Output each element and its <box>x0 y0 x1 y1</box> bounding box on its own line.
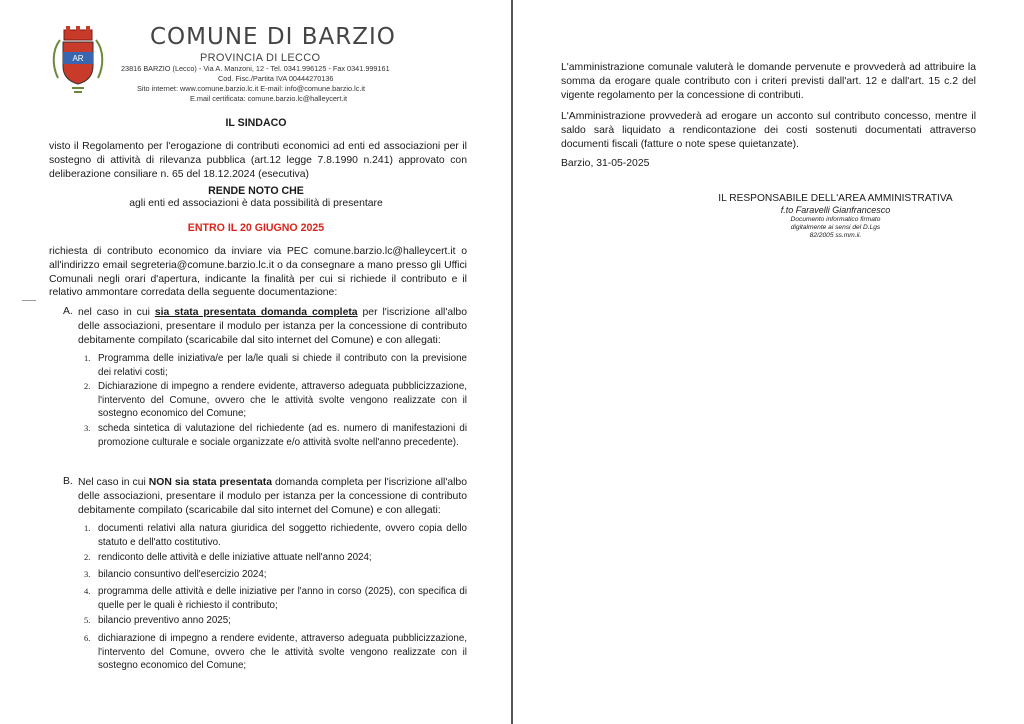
province-line: PROVINCIA DI LECCO <box>200 52 321 64</box>
a-item-number: 1. <box>84 353 91 363</box>
website-line: Sito internet: www.comune.barzio.lc.it E-mail: info@comune.barzio.lc.it <box>137 84 366 93</box>
b-item-text: rendiconto delle attività e delle iniziative attuate nell'anno 2024; <box>98 552 372 563</box>
b-item-number: 1. <box>84 523 91 533</box>
evaluation-paragraph: L'amministrazione comunale valuterà le domande pervenute e provvederà ad attribuire la somma da erogare quale contributo con i criteri previsti dall'art. 12 e dall'art. 15 c.2 del vigente regolamento per la concessione di contributi. <box>561 62 976 101</box>
mayor-heading: IL SINDACO <box>225 117 287 129</box>
announcement-subline: agli enti ed associazioni è data possibilità di presentare <box>129 198 383 209</box>
b-item-number: 6. <box>84 633 91 643</box>
b-item-number: 3. <box>84 569 91 579</box>
digital-signature-note: Documento informatico firmato <box>790 216 881 223</box>
tax-line: Cod. Fisc./Partita IVA 00444270136 <box>218 74 334 83</box>
intro-paragraph: visto il Regolamento per l'erogazione di contributi economici ad enti ed associazioni per il sostegno di attività di rilevanza pubblica (art.12 legge 7.8.1990 n.241) approvato con deliberazione consiliare n. 65 del 18.12.2024 (esecutiva) <box>49 141 467 180</box>
b-item-text: bilancio preventivo anno 2025; <box>98 615 231 626</box>
b-item-number: 5. <box>84 615 91 625</box>
svg-text:AR: AR <box>72 54 84 63</box>
a-item-text: Programma delle iniziativa/e per la/le quali si chiede il contributo con la previsione dei relativi costi; <box>98 353 467 378</box>
b-item-text: programma delle attività e delle iniziative per l'anno in corso (2025), con specifica di quelle per le quali è richiesto il contributo; <box>98 586 467 611</box>
right-page <box>513 0 1024 724</box>
section-a-emphasis: sia stata presentata domanda completa <box>154 307 358 318</box>
digital-signature-note: digitalmente ai sensi del D.Lgs <box>790 224 881 231</box>
section-b-paragraph: Nel caso in cui NON sia stata presentata domanda completa per l'iscrizione all'albo delle associazioni, presentare il modulo per istanza per la concessione di contributo debitamente compilato (scaricabile dal sito internet del Comune) e con allegati: <box>78 477 467 516</box>
a-item-text: Dichiarazione di impegno a rendere evidente, attraverso adeguata pubblicizzazione, l'intervento del Comune, ovvero che le attività svolte vengono realizzate con il sostegno economico del Comune; <box>98 381 467 420</box>
request-paragraph: richiesta di contributo economico da inviare via PEC comune.barzio.lc@halleycert.it o all'indirizzo email segreteria@comune.barzio.lc.it o da consegnare a mano presso gli Uffici Comunali negli orari d'apertura, indicante la finalità per cui si richiede il contributo e il relativo ammontare corredata della seguente documentazione: <box>49 246 467 299</box>
b-item-text: dichiarazione di impegno a rendere evidente, attraverso adeguata pubblicizzazione, l'intervento del Comune, ovvero che le attività svolte vengono realizzate con il sostegno economico del Comune; <box>98 633 467 672</box>
scan-mark <box>22 300 36 301</box>
municipality-title: COMUNE DI BARZIO <box>150 24 396 50</box>
signature-title: IL RESPONSABILE DELL'AREA AMMINISTRATIVA <box>718 193 953 204</box>
signature-name: f.to Faravelli Gianfrancesco <box>780 205 891 215</box>
pec-line: E.mail certificata: comune.barzio.lc@halleycert.it <box>190 94 348 103</box>
b-item-number: 4. <box>84 586 91 596</box>
digital-signature-note: 82/2005 ss.mm.ii. <box>809 232 862 239</box>
payment-paragraph: L'Amministrazione provvederà ad erogare un acconto sul contributo concesso, mentre il saldo sarà liquidato a rendicontazione dei costi sostenuti documentati attraverso documenti fiscali (fatture o note spese quietanzate). <box>561 111 976 150</box>
section-b-letter: B. <box>63 476 73 487</box>
b-item-text: documenti relativi alla natura giuridica del soggetto richiedente, ovvero copia dello statuto e dell'atto costitutivo. <box>98 523 467 548</box>
municipal-crest-icon <box>52 26 104 96</box>
deadline: ENTRO IL 20 GIUGNO 2025 <box>187 222 325 234</box>
section-b-emphasis: NON sia stata presentata <box>148 477 273 488</box>
section-a-paragraph: nel caso in cui sia stata presentata domanda completa per l'iscrizione all'albo delle associazioni, presentare il modulo per istanza per la concessione di contributo debitamente compilato (scaricabile dal sito internet del Comune) e con allegati: <box>78 307 467 346</box>
date-line: Barzio, 31-05-2025 <box>561 158 650 169</box>
announcement-heading: RENDE NOTO CHE <box>208 185 304 197</box>
a-item-number: 2. <box>84 381 91 391</box>
a-item-text: scheda sintetica di valutazione del richiedente (ad es. numero di manifestazioni di promozione culturale e sociale organizzate e/o attività svolte nell'anno precedente). <box>98 423 467 448</box>
a-item-number: 3. <box>84 423 91 433</box>
address-line: 23816 BARZIO (Lecco) - Via A. Manzoni, 12 - Tel. 0341.996125 - Fax 0341.999161 <box>121 64 390 73</box>
b-item-text: bilancio consuntivo dell'esercizio 2024; <box>98 569 267 580</box>
section-a-letter: A. <box>63 306 73 317</box>
b-item-number: 2. <box>84 552 91 562</box>
